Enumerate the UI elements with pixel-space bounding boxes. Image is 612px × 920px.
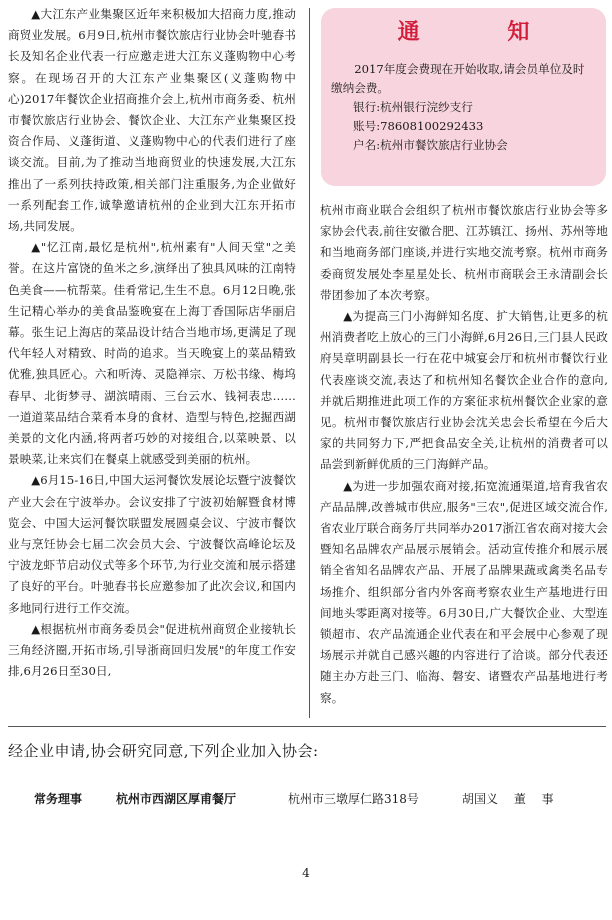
news-item-agri-fair: ▲为进一步加强农商对接,拓宽流通渠道,培育我省农产品品牌,改善城市供应,服务"三农",促进区域交流合作,省农业厅联合商务厅共同举办2017浙江省农商对接大会暨知名品牌农产品展示展销会。活动宣传推介和展示展销全省知名品牌农产品、开展了品牌果蔬或禽类名品专场推介、组织部分省内外客商考察农业生产基地进行田间地头零距离对接等。6月30日,广大餐饮企业、大型连锁超市、农产品流通企业代表在和平会展中心参观了现场展示并就自己感兴趣的内容进行了洽谈。部分代表还随主办方赴三门、临海、磐安、诸暨农产品基地进行考察。 [320, 478, 608, 705]
membership-header: 经企业申请,协会研究同意,下列企业加入协会: [8, 742, 319, 760]
news-item-zhangshengji: ▲"忆江南,最忆是杭州",杭州素有"人间天堂"之美誉。在这片富饶的鱼米之乡,演绎出了独具风味的江南特色美食——杭帮菜。佳肴常记,生生不息。6月12日晚,张生记精心举办的美食品鉴晚宴在上海丁香国际店华丽启幕。张生记上海店的菜品设计结合当地市场,更满足了现代年轻人对精致、时尚的追求。当天晚宴上的菜品精致优雅,独具匠心。六和听涛、灵隐禅宗、万松书缘、梅坞春早、北街梦寻、湖滨晴雨、三台云水、钱祠表忠……一道道菜品结合菜肴本身的食材、造型与特色,挖掘西湖美景的文化内涵,将两者巧妙的对接组合,以菜映景、以景映菜,让来宾们在餐桌上就感受到美丽的杭州。 [8, 240, 296, 467]
member-contacts: 胡国义 董 事 [462, 792, 554, 806]
news-item-dajiangdong: ▲大江东产业集聚区近年来积极加大招商力度,推动商贸业发展。6月9日,杭州市餐饮旅店行业协会叶驰舂书长及知名企业代表一行应邀走进大江东义蓬购物中心考察。在现场召开的大江东产业集聚区(义蓬购物中心)2017年餐饮企业招商推介会上,杭州市商务委、杭州市餐饮旅店行业协会、餐饮企业、大江东产业集聚区投资合作局、义蓬街道、义蓬购物中心的代表们进行了座谈交流。目前,为了推动当地商贸业的快速发展,大江东推出了一系列扶持政策,相关部门注重服务,为企业做好一系列配套工作,诚挚邀请杭州的企业到大江东开拓市场,共同发展。 [8, 7, 296, 234]
notice-account-name: 户名:杭州市餐饮旅店行业协会 [353, 138, 508, 152]
right-column [320, 200, 608, 709]
notice-bank: 银行:杭州银行浣纱支行 [353, 100, 473, 114]
notice-account: 账号:78608100292433 [353, 119, 484, 133]
news-item-sanmen-seafood: ▲为提高三门小海鲜知名度、扩大销售,让更多的杭州消费者吃上放心的三门小海鲜,6月26日,三门县人民政府吴章明副县长一行在花中城宴会厅和杭州市餐饮行业代表座谈交流,表达了和杭州知名餐饮企业合作的意向,并就后期推进此项工作的方案征求杭州餐饮企业家的意见。杭州市餐饮旅店行业协会沈关忠会长希望在今后大家的共同努力下,严把食品安全关,让杭州的消费者可以品尝到新鲜优质的三门海鲜产品。 [320, 309, 608, 472]
page-number: 4 [302, 866, 310, 880]
notice-box [321, 8, 606, 186]
member-address: 杭州市三墩厚仁路318号 [288, 792, 419, 806]
left-column [8, 4, 296, 683]
notice-title: 通 知 [397, 20, 570, 45]
news-item-study-tour-cont: 杭州市商业联合会组织了杭州市餐饮旅店行业协会等多家协会代表,前往安徽合肥、江苏镇江、扬州、苏州等地和当地商务部门座谈,并进行实地交流考察。杭州市商务委商贸发展处李星星处长、杭州市商联会王永清副会长带团参加了本次考察。 [320, 203, 608, 302]
member-role: 常务理事 [34, 792, 83, 806]
news-item-ningbo-forum: ▲6月15-16日,中国大运河餐饮发展论坛暨宁波餐饮产业大会在宁波举办。会议安排了宁波初始解暨食材博览会、中国大运河餐饮联盟发展圆桌会议、宁波市餐饮业与烹饪协会七届二次会员大会、宁波餐饮高峰论坛及宁波龙虾节启动仪式等多个环节,为行业交流和展示搭建了良好的平台。叶驰舂书长应邀参加了此次会议,和国内多地同行进行工作交流。 [8, 473, 296, 615]
column-divider [309, 8, 310, 718]
member-name: 杭州市西湖区厚甫餐厅 [116, 792, 237, 806]
section-divider [8, 726, 606, 727]
notice-body: 2017年度会费现在开始收取,请会员单位及时缴纳会费。 [331, 62, 585, 95]
news-item-study-tour: ▲根据杭州市商务委员会"促进杭州商贸企业接轨长三角经济圈,开拓市场,引导浙商回归发展"的年度工作安排,6月26日至30日, [8, 621, 296, 679]
